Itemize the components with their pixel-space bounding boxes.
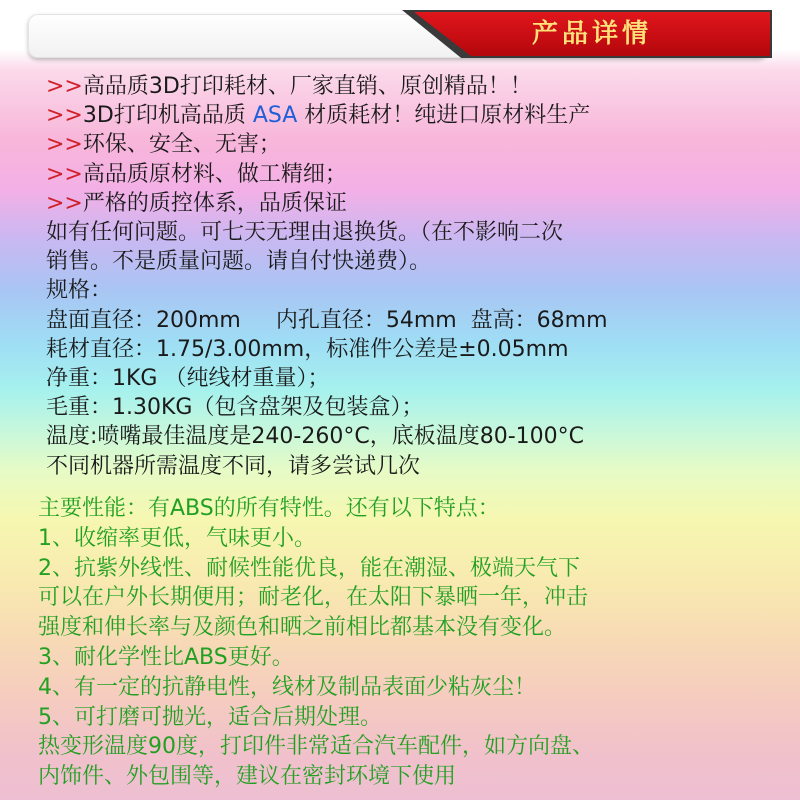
feature-marker: >> — [46, 161, 83, 187]
performance-line: 热变形温度90度，打印件非常适合汽车配件，如方向盘、 — [38, 734, 594, 760]
feature-marker: >> — [46, 132, 83, 158]
notice-line: 销售。不是质量问题。请自付快递费）。 — [46, 249, 432, 275]
spec-heading: 规格： — [46, 278, 113, 304]
performance-line: 强度和伸长率与及颜色和晒之前相比都基本没有变化。 — [38, 615, 567, 641]
feature-line — [46, 189, 608, 218]
feature-marker: >> — [46, 74, 83, 99]
performance-line: 4、有一定的抗静电性，线材及制品表面少粘灰尘！ — [38, 674, 536, 700]
performance-line: 1、收缩率更低，气味更小。 — [38, 525, 316, 551]
page-title: 产品详情 — [531, 19, 652, 49]
feature-marker: >> — [46, 190, 83, 216]
spec-line: 盘面直径：200mm 内孔直径：54mm 盘高：68mm — [46, 307, 608, 333]
performance-section — [38, 494, 594, 792]
feature-line — [46, 101, 608, 130]
performance-line: 2、抗紫外线性、耐候性能优良，能在潮湿、极端天气下 — [38, 555, 580, 581]
notice-line: 如有任何问题。可七天无理由退换货。（在不影响二次 — [46, 220, 564, 246]
feature-text: 环保、安全、无害； — [82, 132, 281, 158]
feature-text: 严格的质控体系，品质保证 — [82, 190, 347, 216]
feature-marker: >> — [46, 103, 83, 129]
performance-line: 3、耐化学性比ABS更好。 — [38, 644, 294, 670]
spec-line: 耗材直径：1.75/3.00mm，标准件公差是±0.05mm — [46, 336, 569, 362]
feature-text: 高品质原材料、做工精细； — [82, 161, 347, 187]
feature-text: 高品质3D打印耗材、厂家直销、原创精品！！ — [82, 74, 532, 99]
spec-line: 毛重：1.30KG（包含盘架及包装盒）； — [46, 395, 424, 421]
feature-text: 3D打印机高品质 — [82, 103, 253, 129]
performance-line: 5、可打磨可抛光，适合后期处理。 — [38, 704, 382, 730]
feature-line — [46, 72, 608, 101]
material-highlight: ASA — [252, 103, 298, 129]
performance-line: 内饰件、外包围等，建议在密封环境下使用 — [38, 764, 457, 790]
spec-line: 净重：1KG （纯线材重量）； — [46, 366, 330, 392]
feature-text: 材质耗材！纯进口原材料生产 — [297, 103, 591, 129]
performance-line: 可以在户外长期便用；耐老化，在太阳下暴晒一年，冲击 — [38, 585, 589, 611]
spec-line: 不同机器所需温度不同，请多尝试几次 — [46, 453, 421, 479]
spec-line: 温度:喷嘴最佳温度是240-260°C，底板温度80-100°C — [46, 424, 584, 450]
feature-line — [46, 130, 608, 159]
performance-heading: 主要性能：有ABS的所有特性。还有以下特点： — [38, 496, 500, 521]
feature-line — [46, 160, 608, 189]
product-description — [46, 72, 608, 481]
